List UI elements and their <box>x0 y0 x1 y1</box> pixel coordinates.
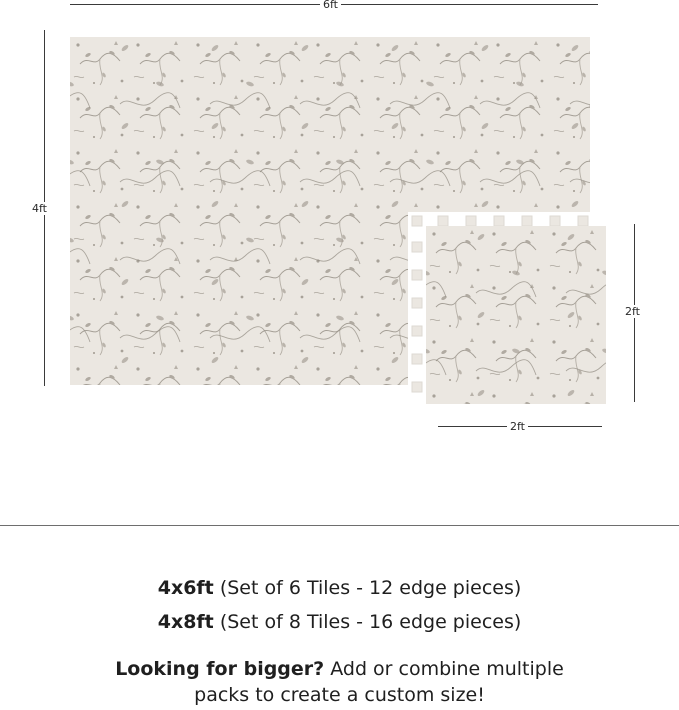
height-dimension-label: 4ft <box>29 202 50 215</box>
width-dimension-label: 6ft <box>320 0 341 11</box>
tile-floral-pattern <box>426 226 606 404</box>
option-4x8-size: 4x8ft <box>157 611 214 633</box>
option-4x8-detail: (Set of 8 Tiles - 16 edge pieces) <box>219 611 522 633</box>
small-play-tile <box>426 226 606 404</box>
bigger-line-2: packs to create a custom size! <box>194 684 485 706</box>
option-4x6-size: 4x6ft <box>157 577 214 599</box>
tile-height-dimension-label: 2ft <box>622 305 643 318</box>
option-4x6 <box>0 576 679 600</box>
option-4x6-detail: (Set of 6 Tiles - 12 edge pieces) <box>219 577 522 599</box>
section-divider <box>0 525 679 526</box>
tile-width-dimension-label: 2ft <box>507 420 528 433</box>
option-4x8 <box>0 610 679 634</box>
bigger-line-1 <box>0 657 679 681</box>
bigger-prompt: Looking for bigger? <box>115 658 325 680</box>
bigger-line-1-rest: Add or combine multiple <box>330 658 564 680</box>
